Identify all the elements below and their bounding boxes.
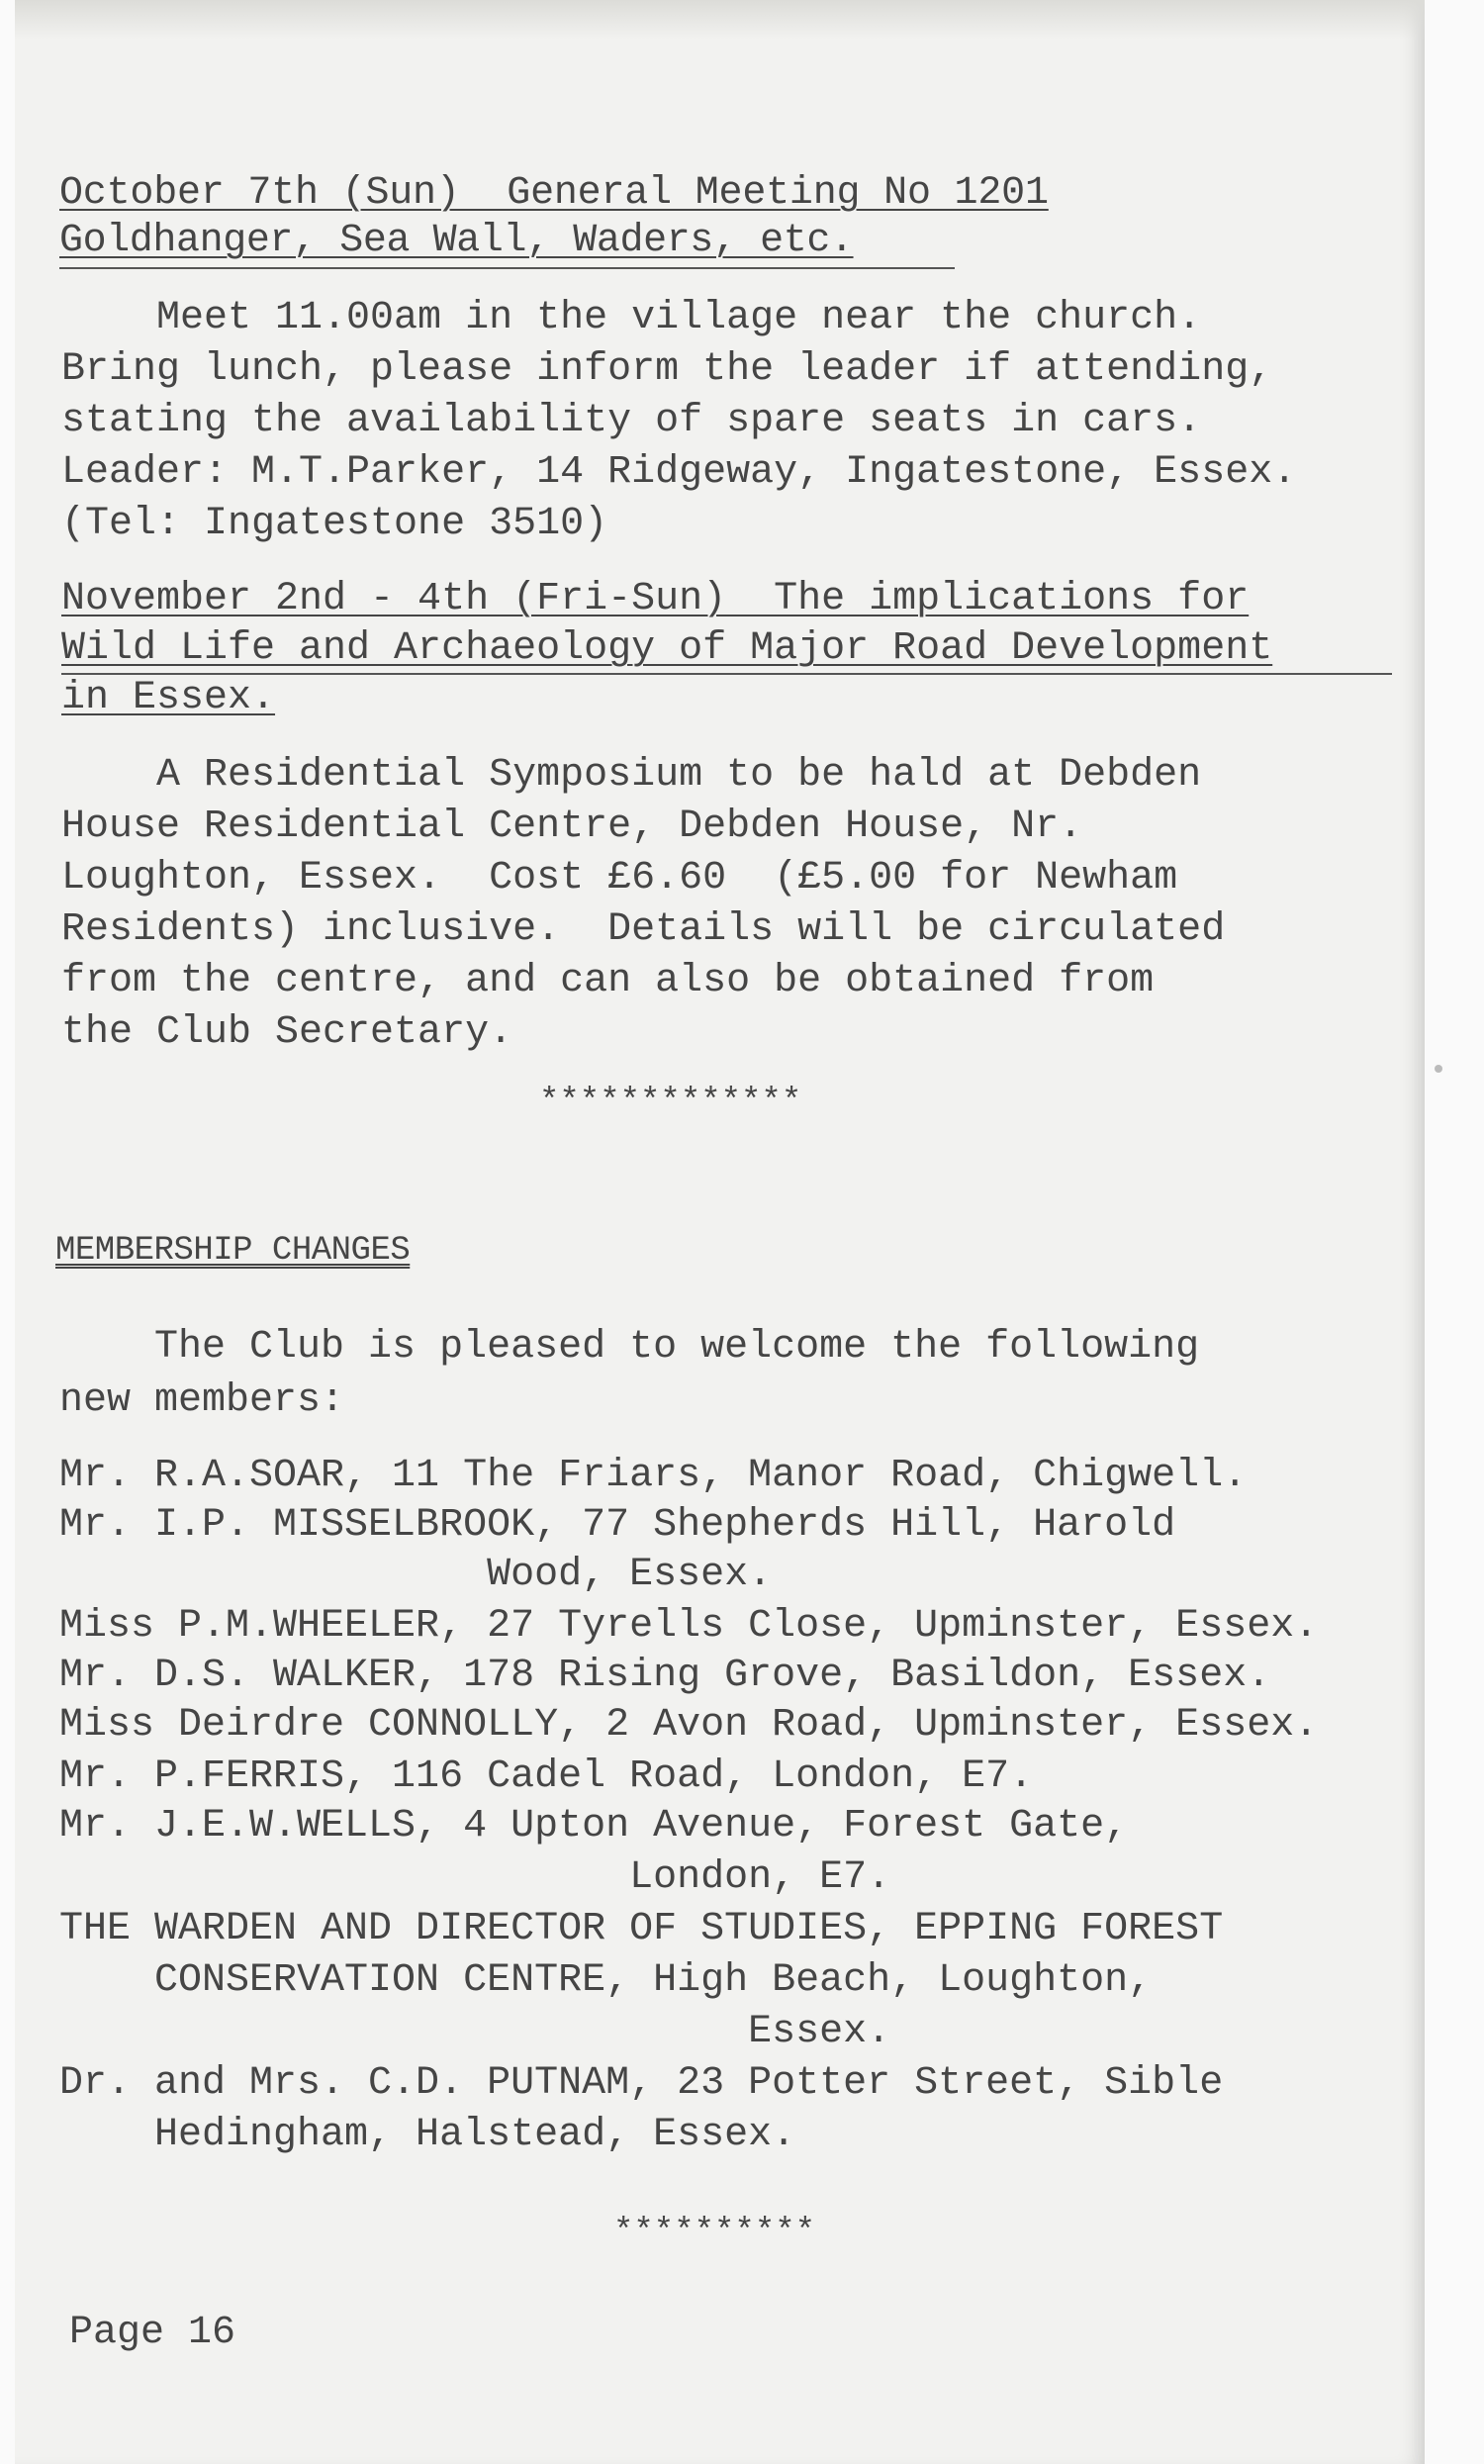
member-entry-line: Hedingham, Halstead, Essex. (59, 2113, 796, 2157)
member-entry-line: Dr. and Mrs. C.D. PUTNAM, 23 Potter Street, Sible (59, 2061, 1224, 2106)
symposium-body-line: the Club Secretary. (61, 1010, 513, 1055)
asterisk-separator: ************* (539, 1084, 802, 1121)
symposium-body-line: A Residential Symposium to be hald at Debden (61, 753, 1202, 798)
membership-intro-line: The Club is pleased to welcome the following (59, 1325, 1200, 1370)
member-entry-line: Miss Deirdre CONNOLLY, 2 Avon Road, Upminster, Essex. (59, 1703, 1319, 1748)
membership-intro-line: new members: (59, 1378, 345, 1423)
membership-heading: MEMBERSHIP CHANGES (55, 1232, 411, 1270)
meeting-body-line: stating the availability of spare seats in cars. (61, 399, 1202, 443)
meeting-body-line: Bring lunch, please inform the leader if attending, (61, 347, 1273, 392)
symposium-heading-rule (61, 673, 1392, 675)
page-number: Page 16 (69, 2311, 236, 2355)
member-entry-line: Mr. D.S. WALKER, 178 Rising Grove, Basildon, Essex. (59, 1654, 1271, 1698)
meeting-heading-line-2: Goldhanger, Sea Wall, Waders, etc. (59, 219, 854, 263)
symposium-body-line: Loughton, Essex. Cost £6.60 (£5.00 for Newham (61, 856, 1178, 900)
symposium-body-line: Residents) inclusive. Details will be circulated (61, 907, 1226, 952)
paper-mark (1435, 1065, 1442, 1073)
meeting-body-line: Leader: M.T.Parker, 14 Ridgeway, Ingatestone, Essex. (61, 450, 1297, 495)
meeting-heading-line-1: October 7th (Sun) General Meeting No 1201 (59, 171, 1049, 216)
member-entry-line: THE WARDEN AND DIRECTOR OF STUDIES, EPPING FOREST (59, 1907, 1224, 1951)
member-entry-line: Essex. (59, 2010, 891, 2054)
member-entry-line: Mr. R.A.SOAR, 11 The Friars, Manor Road, Chigwell. (59, 1454, 1248, 1498)
meeting-body-line: Meet 11.00am in the village near the church. (61, 296, 1202, 340)
meeting-body-line: (Tel: Ingatestone 3510) (61, 502, 608, 546)
member-entry-line: Wood, Essex. (59, 1553, 773, 1597)
meeting-heading-rule (59, 267, 955, 269)
member-entry-line: Mr. J.E.W.WELLS, 4 Upton Avenue, Forest Gate, (59, 1804, 1129, 1848)
member-entry-line: London, E7. (59, 1855, 891, 1900)
member-entry-line: Mr. P.FERRIS, 116 Cadel Road, London, E7. (59, 1754, 1034, 1799)
symposium-heading-line-3: in Essex. (61, 676, 276, 720)
symposium-body-line: House Residential Centre, Debden House, Nr. (61, 805, 1083, 849)
member-entry-line: Mr. I.P. MISSELBROOK, 77 Shepherds Hill, Harold (59, 1503, 1176, 1548)
symposium-heading-line-1: November 2nd - 4th (Fri-Sun) The implications for (61, 577, 1250, 621)
symposium-body-line: from the centre, and can also be obtained from (61, 959, 1155, 1003)
asterisk-separator: ********** (613, 2214, 816, 2251)
symposium-heading-line-2: Wild Life and Archaeology of Major Road Development (61, 626, 1273, 671)
member-entry-line: CONSERVATION CENTRE, High Beach, Loughton, (59, 1958, 1153, 2003)
member-entry-line: Miss P.M.WHEELER, 27 Tyrells Close, Upminster, Essex. (59, 1604, 1319, 1649)
